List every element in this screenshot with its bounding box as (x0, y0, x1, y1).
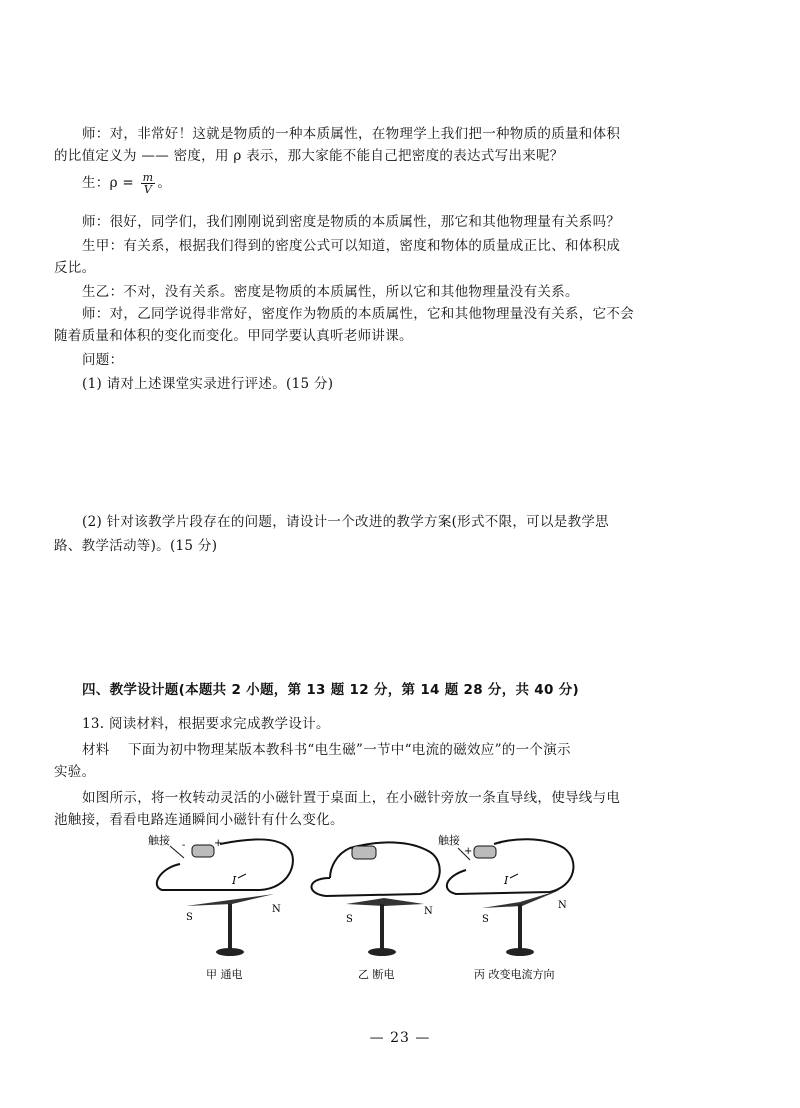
touch-label: 触接 (438, 834, 460, 847)
n-label: N (558, 900, 567, 911)
paragraph-student-b: 生乙：不对，没有关系。密度是物质的本质属性，所以它和其他物理量没有关系。 (82, 284, 579, 300)
formula-denominator: V (143, 183, 153, 196)
question-2-line-2: 路、教学活动等)。(15 分) (54, 538, 218, 554)
plus-sign: + (214, 838, 223, 849)
paragraph-student-a-1: 生甲：有关系，根据我们得到的密度公式可以知道，密度和物体的质量成正比、和体积成 (82, 238, 621, 254)
stand-base (216, 948, 244, 956)
battery (352, 846, 376, 859)
density-formula (82, 172, 171, 195)
touch-label: 触接 (148, 834, 170, 847)
question-2-line-1: (2) 针对该教学片段存在的问题，请设计一个改进的教学方案(形式不限，可以是教学思 (82, 514, 609, 530)
panel-unpowered (311, 842, 439, 981)
s-label: S (346, 914, 353, 925)
plus-sign: + (464, 846, 473, 857)
battery (474, 846, 496, 858)
paragraph-teacher-final-1: 师：对，乙同学说得非常好，密度作为物质的本质属性，它和其他物理量没有关系，它不会 (82, 306, 634, 322)
stand-base (368, 948, 396, 956)
page-number: — 23 — (369, 1030, 431, 1046)
minus-sign: - (182, 840, 186, 851)
question-1: (1) 请对上述课堂实录进行评述。(15 分) (82, 376, 334, 392)
description-line-1: 如图所示，将一枚转动灵活的小磁针置于桌面上，在小磁针旁放一条直导线，使导线与电 (82, 790, 621, 806)
paragraph-teacher-density-1: 师：对，非常好！这就是物质的一种本质属性，在物理学上我们把一种物质的质量和体积 (82, 126, 621, 142)
stand-base (506, 948, 534, 956)
needle-stand (518, 904, 522, 950)
panel-powered (148, 833, 293, 981)
question-13: 13. 阅读材料，根据要求完成教学设计。 (82, 716, 330, 732)
current-arrow (238, 874, 246, 878)
formula-fraction (141, 172, 156, 195)
paragraph-teacher-density-2: 的比值定义为 —— 密度，用 ρ 表示，那大家能不能自己把密度的表达式写出来呢？ (54, 148, 564, 164)
current-arrow (510, 874, 518, 878)
battery (192, 845, 214, 857)
caption-reversed: 丙 改变电流方向 (474, 968, 555, 981)
current-label: I (504, 874, 509, 887)
questions-label: 问题： (82, 352, 124, 368)
minus-sign: - (498, 838, 502, 849)
needle-stand (228, 904, 232, 950)
section-4-heading: 四、教学设计题(本题共 2 小题，第 13 题 12 分，第 14 题 28 分，共 40 分) (82, 682, 579, 698)
n-label: N (272, 904, 281, 915)
current-label: I (232, 874, 237, 887)
needle-stand (380, 904, 384, 950)
formula-suffix: 。 (157, 175, 172, 191)
caption-powered: 甲 通电 (206, 968, 243, 981)
material-line-1: 材料 下面为初中物理某版本教科书“电生磁”一节中“电流的磁效应”的一个演示 (82, 742, 571, 758)
n-label: N (424, 906, 433, 917)
paragraph-teacher-final-2: 随着质量和体积的变化而变化。甲同学要认真听老师讲课。 (54, 328, 413, 344)
formula-numerator: m (142, 171, 154, 184)
description-line-2: 池触接，看看电路连通瞬间小磁针有什么变化。 (54, 812, 344, 828)
paragraph-student-a-2: 反比。 (54, 260, 96, 276)
caption-unpowered: 乙 断电 (358, 968, 395, 981)
material-line-2: 实验。 (54, 764, 96, 780)
compass-needle (346, 898, 424, 906)
s-label: S (186, 912, 193, 923)
panel-reversed (438, 833, 573, 981)
formula-prefix: 生：ρ = (82, 175, 135, 191)
paragraph-teacher-question: 师：很好，同学们，我们刚刚说到密度是物质的本质属性，那它和其他物理量有关系吗？ (82, 214, 621, 230)
oersted-experiment-figure (140, 828, 600, 988)
wire-loop (157, 839, 293, 890)
s-label: S (482, 914, 489, 925)
